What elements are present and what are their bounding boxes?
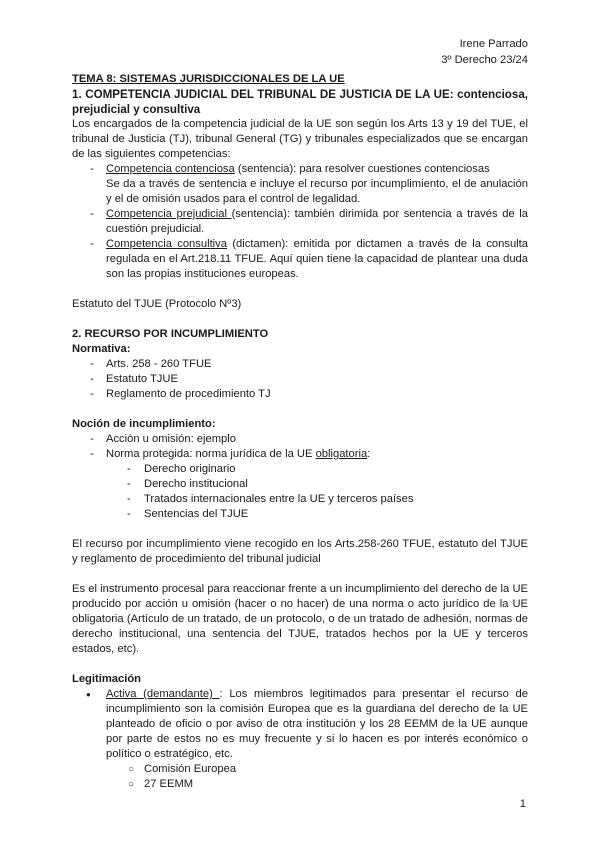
course-label: 3º Derecho 23/24 bbox=[441, 54, 528, 66]
list-item: - Arts. 258 - 260 TFUE bbox=[72, 357, 528, 372]
competencia-desc: (sentencia): para resolver cuestiones contenciosas bbox=[234, 163, 490, 175]
activa-term: Activa (demandante) bbox=[106, 688, 220, 700]
list-item: - Estatuto TJUE bbox=[72, 372, 528, 387]
section-1-heading: 1. COMPETENCIA JUDICIAL DEL TRIBUNAL DE JUSTICIA DE LA UE: contenciosa, prejudicial y consultiva bbox=[72, 88, 528, 116]
list-item: - Acción u omisión: ejemplo bbox=[72, 432, 528, 447]
paragraph: El recurso por incumplimiento viene recogido en los Arts.258-260 TFUE, estatuto del TJUE y reglamento de procedimiento del tribunal judicial bbox=[72, 538, 528, 565]
section-1-intro: Los encargados de la competencia judicial de la UE son según los Arts 13 y 19 del TUE, el tribunal de Justicia (TJ), tribunal General (TG) y tribunales especializados que se encargan de las siguientes competencias: bbox=[72, 118, 528, 160]
list-item bbox=[72, 687, 528, 762]
competencia-term: Competencia contenciosa bbox=[106, 163, 235, 175]
author-name: Irene Parrado bbox=[459, 38, 528, 50]
activa-desc: : Los miembros legitimados para presentar el recurso de incumplimiento son la comisión Europea que es la guardiana del derecho de la UE planteado de oficio o por aviso de otra institución y los 28 EEMM de la UE aunque por parte de estos no es muy frecuente y si lo hacen es por interés económico o político o estratégico, etc. bbox=[106, 688, 528, 760]
legitimados-list bbox=[72, 762, 528, 792]
normas-list bbox=[72, 462, 528, 522]
list-item: ○ 27 EEMM bbox=[72, 777, 528, 792]
list-item: - Derecho originario bbox=[72, 462, 528, 477]
colon-text: : bbox=[367, 448, 371, 460]
list-item: - Derecho institucional bbox=[72, 477, 528, 492]
document-body bbox=[72, 72, 528, 792]
list-item bbox=[72, 162, 528, 207]
page-number: 1 bbox=[519, 798, 526, 810]
list-item: - Reglamento de procedimiento TJ bbox=[72, 387, 528, 402]
list-item: ○ Comisión Europea bbox=[72, 762, 528, 777]
paragraph: Es el instrumento procesal para reaccionar frente a un incumplimiento del derecho de la UE producido por acción u omisión (hacer o no hacer) de una norma o acto jurídico de la UE obligatoria (Artículo de un tratado, de un protocolo, o de un tratado de adhesión, normas de derecho institucional, una sentencia del TJUE, tratados hechos por la UE y terceros estados, etc). bbox=[72, 583, 528, 655]
list-item bbox=[72, 237, 528, 282]
normativa-list bbox=[72, 357, 528, 402]
competencia-term: Competencia consultiva bbox=[106, 238, 227, 250]
list-item bbox=[72, 447, 528, 462]
competencia-term: Competencia prejudicial bbox=[106, 208, 232, 220]
statute-note: Estatuto del TJUE (Protocolo Nº3) bbox=[72, 298, 242, 310]
nocion-label: Noción de incumplimiento: bbox=[72, 418, 216, 430]
competencias-list bbox=[72, 162, 528, 282]
legitimacion-label: Legitimación bbox=[72, 673, 141, 685]
list-item: - Tratados internacionales entre la UE y terceros países bbox=[72, 492, 528, 507]
competencia-desc: (sentencia): también dirimida por sentencia a través de la cuestión prejudicial. bbox=[106, 208, 528, 235]
page-header bbox=[441, 36, 528, 68]
normativa-label: Normativa: bbox=[72, 343, 131, 355]
list-item: - Sentencias del TJUE bbox=[72, 507, 528, 522]
competencia-extra: Se da a través de sentencia e incluye el recurso por incumplimiento, el de anulación y el de omisión usados para el control de legalidad. bbox=[106, 178, 528, 205]
nocion-list bbox=[72, 432, 528, 462]
competencia-desc: (dictamen): emitida por dictamen a través de la consulta regulada en el Art.218.11 TFUE. Aquí quien tiene la capacidad de plantear una duda son las propias instituciones europeas. bbox=[106, 238, 528, 280]
obligatoria-text: obligatoria bbox=[315, 448, 368, 460]
section-2-heading: 2. RECURSO POR INCUMPLIMIENTO bbox=[72, 328, 269, 340]
norma-protegida-text: Norma protegida: norma jurídica de la UE bbox=[106, 448, 316, 460]
legitimacion-list bbox=[72, 687, 528, 762]
topic-title: TEMA 8: SISTEMAS JURISDICCIONALES DE LA UE bbox=[72, 73, 345, 85]
list-item bbox=[72, 207, 528, 237]
